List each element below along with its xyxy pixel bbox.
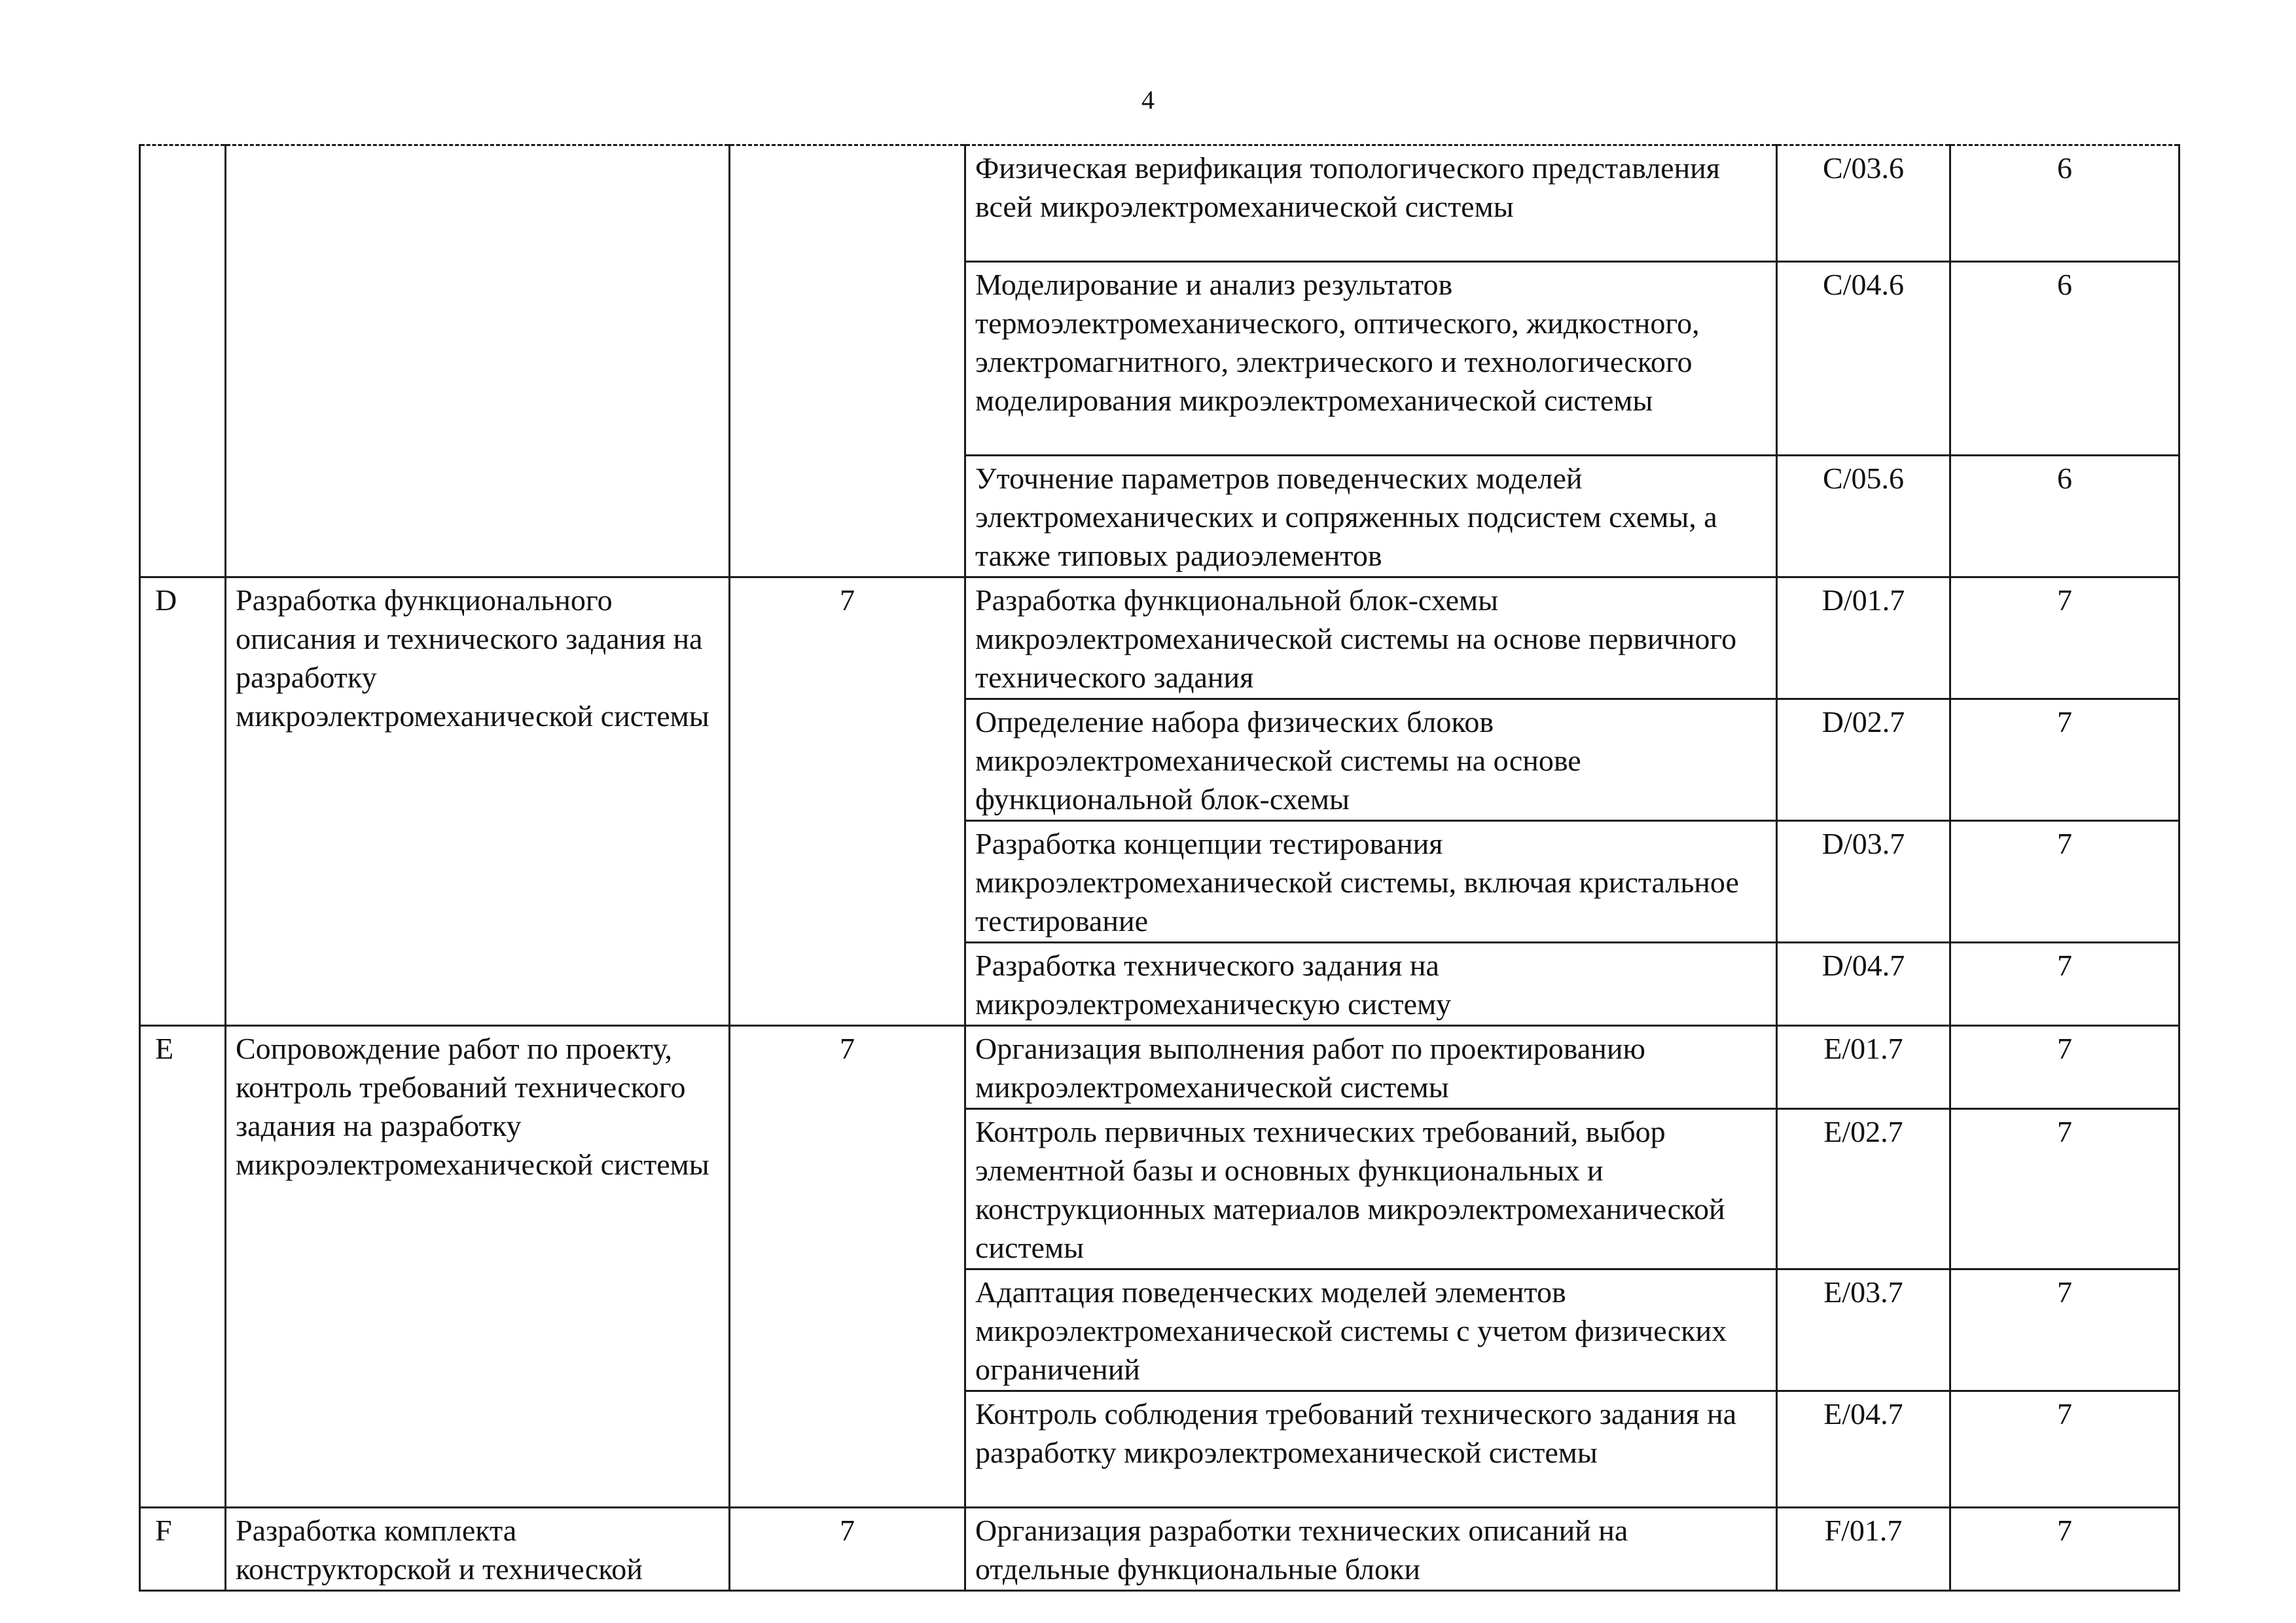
group-level-cell: 7 [730, 577, 965, 1026]
group-name-cell [226, 145, 730, 577]
page-number: 4 [1141, 85, 1155, 115]
function-name-cell: Разработка функциональной блок-схемы микроэлектромеханической системы на основе первичного технического задания [965, 577, 1777, 699]
group-code-cell: E [140, 1026, 226, 1508]
function-name-cell: Уточнение параметров поведенческих моделей электромеханических и сопряженных подсистем схемы, а также типовых радиоэлементов [965, 456, 1777, 577]
function-code-cell: D/04.7 [1777, 943, 1950, 1026]
function-name-cell: Организация разработки технических описаний на отдельные функциональные блоки [965, 1508, 1777, 1591]
function-code-cell: E/01.7 [1777, 1026, 1950, 1109]
group-level-cell: 7 [730, 1026, 965, 1508]
table-row [140, 577, 2179, 699]
function-code-cell: C/04.6 [1777, 262, 1950, 456]
function-name-cell: Моделирование и анализ результатов термоэлектромеханического, оптического, жидкостного, электромагнитного, электрического и технологического моделирования микроэлектромеханической системы [965, 262, 1777, 456]
function-level-cell: 7 [1950, 943, 2179, 1026]
function-name-cell: Разработка технического задания на микроэлектромеханическую систему [965, 943, 1777, 1026]
function-code-cell: D/02.7 [1777, 699, 1950, 821]
function-level-cell: 6 [1950, 262, 2179, 456]
group-name-cell: Разработка комплекта конструкторской и технической [226, 1508, 730, 1591]
function-code-cell: C/03.6 [1777, 145, 1950, 262]
group-code-cell: D [140, 577, 226, 1026]
function-name-cell: Разработка концепции тестирования микроэлектромеханической системы, включая кристальное тестирование [965, 821, 1777, 943]
group-name-cell: Сопровождение работ по проекту, контроль требований технического задания на разработку микроэлектромеханической системы [226, 1026, 730, 1508]
group-code-cell [140, 145, 226, 577]
function-code-cell: E/02.7 [1777, 1109, 1950, 1269]
function-name-cell: Контроль первичных технических требований, выбор элементной базы и основных функциональных и конструкционных материалов микроэлектромеханической системы [965, 1109, 1777, 1269]
function-name-cell: Физическая верификация топологического представления всей микроэлектромеханической системы [965, 145, 1777, 262]
function-level-cell: 6 [1950, 145, 2179, 262]
table-row [140, 1026, 2179, 1109]
group-level-cell [730, 145, 965, 577]
function-code-cell: E/04.7 [1777, 1391, 1950, 1508]
function-level-cell: 7 [1950, 1269, 2179, 1391]
functions-table [139, 144, 2180, 1592]
function-level-cell: 7 [1950, 699, 2179, 821]
function-code-cell: D/01.7 [1777, 577, 1950, 699]
function-code-cell: C/05.6 [1777, 456, 1950, 577]
function-code-cell: E/03.7 [1777, 1269, 1950, 1391]
function-level-cell: 7 [1950, 1508, 2179, 1591]
function-name-cell: Адаптация поведенческих моделей элементов микроэлектромеханической системы с учетом физических ограничений [965, 1269, 1777, 1391]
function-level-cell: 7 [1950, 821, 2179, 943]
group-name-cell: Разработка функционального описания и технического задания на разработку микроэлектромеханической системы [226, 577, 730, 1026]
function-level-cell: 7 [1950, 577, 2179, 699]
function-level-cell: 7 [1950, 1109, 2179, 1269]
function-name-cell: Контроль соблюдения требований технического задания на разработку микроэлектромеханической системы [965, 1391, 1777, 1508]
table-row [140, 145, 2179, 262]
function-code-cell: D/03.7 [1777, 821, 1950, 943]
function-name-cell: Определение набора физических блоков микроэлектромеханической системы на основе функциональной блок-схемы [965, 699, 1777, 821]
table-row [140, 1508, 2179, 1591]
function-level-cell: 7 [1950, 1026, 2179, 1109]
group-level-cell: 7 [730, 1508, 965, 1591]
function-code-cell: F/01.7 [1777, 1508, 1950, 1591]
function-level-cell: 7 [1950, 1391, 2179, 1508]
function-name-cell: Организация выполнения работ по проектированию микроэлектромеханической системы [965, 1026, 1777, 1109]
function-level-cell: 6 [1950, 456, 2179, 577]
group-code-cell: F [140, 1508, 226, 1591]
